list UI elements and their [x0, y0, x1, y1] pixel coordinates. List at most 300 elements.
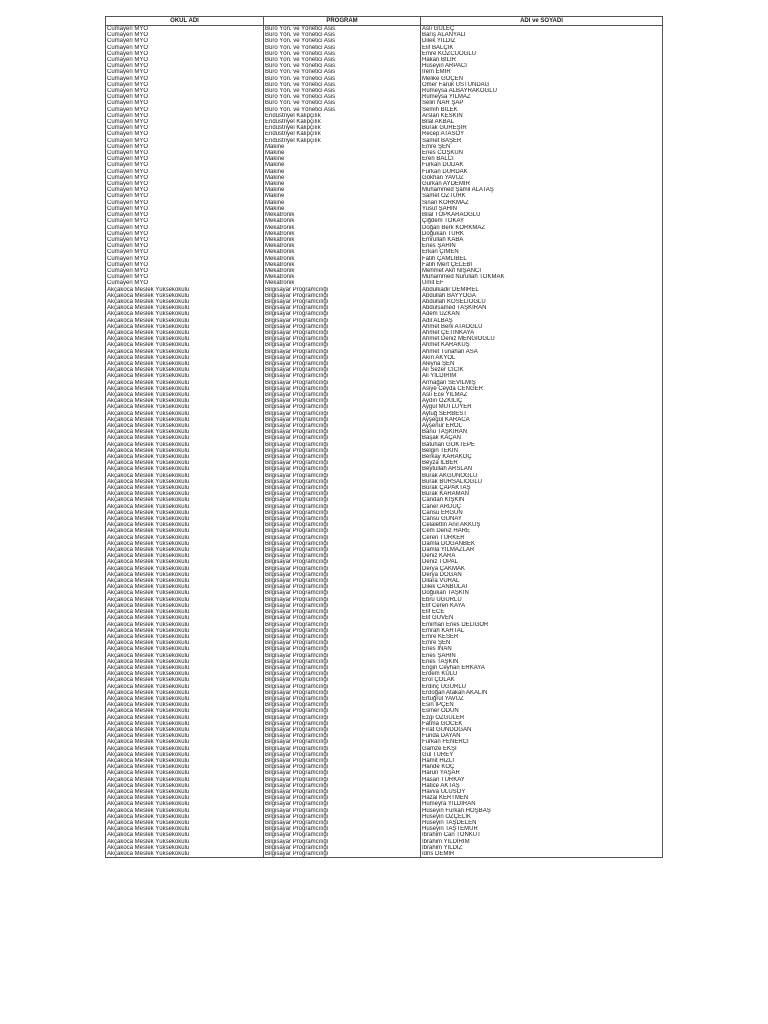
cell-program: Bilgisayar Programcılığı: [264, 845, 421, 851]
cell-school: Cumayeri MYO: [106, 144, 264, 150]
cell-program: Endüstriyel Kalıpçılık: [264, 125, 421, 131]
cell-school: Akçakoca Meslek Yüksekokulu: [106, 764, 264, 770]
cell-name: Ahmet Deniz MENGİOĞLU: [421, 336, 663, 342]
cell-name: Emre KOZCUOĞLU: [421, 51, 663, 57]
cell-school: Akçakoca Meslek Yüksekokulu: [106, 293, 264, 299]
cell-name: Erdinç UĞURLU: [421, 684, 663, 690]
cell-school: Akçakoca Meslek Yüksekokulu: [106, 342, 264, 348]
cell-school: Cumayeri MYO: [106, 57, 264, 63]
cell-program: Büro Yön. ve Yönetici Asis: [264, 45, 421, 51]
cell-program: Bilgisayar Programcılığı: [264, 442, 421, 448]
cell-name: Cem Deniz HARE: [421, 528, 663, 534]
cell-school: Akçakoca Meslek Yüksekokulu: [106, 572, 264, 578]
cell-program: Bilgisayar Programcılığı: [264, 516, 421, 522]
cell-school: Cumayeri MYO: [106, 69, 264, 75]
cell-program: Bilgisayar Programcılığı: [264, 342, 421, 348]
cell-school: Akçakoca Meslek Yüksekokulu: [106, 603, 264, 609]
cell-program: Bilgisayar Programcılığı: [264, 752, 421, 758]
cell-program: Bilgisayar Programcılığı: [264, 367, 421, 373]
cell-school: Akçakoca Meslek Yüksekokulu: [106, 479, 264, 485]
cell-name: Doğan Berk KORKMAZ: [421, 225, 663, 231]
cell-program: Makine: [264, 181, 421, 187]
cell-program: Mekatronik: [264, 249, 421, 255]
cell-program: Bilgisayar Programcılığı: [264, 634, 421, 640]
cell-name: Hümeyra YILDIRAN: [421, 801, 663, 807]
cell-name: Armağan SEVİLMİŞ: [421, 380, 663, 386]
cell-program: Bilgisayar Programcılığı: [264, 795, 421, 801]
cell-name: Aydın ÖZKILIÇ: [421, 398, 663, 404]
cell-program: Büro Yön. ve Yönetici Asis: [264, 82, 421, 88]
cell-program: Bilgisayar Programcılığı: [264, 801, 421, 807]
cell-program: Makine: [264, 200, 421, 206]
cell-program: Bilgisayar Programcılığı: [264, 597, 421, 603]
cell-program: Bilgisayar Programcılığı: [264, 628, 421, 634]
cell-program: Büro Yön. ve Yönetici Asis: [264, 26, 421, 33]
cell-school: Akçakoca Meslek Yüksekokulu: [106, 510, 264, 516]
cell-program: Mekatronik: [264, 231, 421, 237]
cell-program: Bilgisayar Programcılığı: [264, 770, 421, 776]
cell-name: Muhammed Şamil ALATAŞ: [421, 187, 663, 193]
cell-name: Burak GÜREŞİR: [421, 125, 663, 131]
cell-program: Bilgisayar Programcılığı: [264, 789, 421, 795]
cell-program: Bilgisayar Programcılığı: [264, 653, 421, 659]
cell-school: Cumayeri MYO: [106, 231, 264, 237]
cell-school: Akçakoca Meslek Yüksekokulu: [106, 355, 264, 361]
cell-name: Aygül MUTLUYER: [421, 404, 663, 410]
cell-name: Arslan KESKİN: [421, 113, 663, 119]
cell-name: Ahmet Berk ATAOĞLU: [421, 324, 663, 330]
cell-program: Bilgisayar Programcılığı: [264, 671, 421, 677]
cell-name: Ezgi ÖZGÜLER: [421, 715, 663, 721]
cell-program: Bilgisayar Programcılığı: [264, 826, 421, 832]
cell-program: Büro Yön. ve Yönetici Asis: [264, 63, 421, 69]
cell-school: Akçakoca Meslek Yüksekokulu: [106, 429, 264, 435]
cell-school: Akçakoca Meslek Yüksekokulu: [106, 715, 264, 721]
cell-program: Mekatronik: [264, 280, 421, 286]
cell-program: Makine: [264, 144, 421, 150]
cell-school: Akçakoca Meslek Yüksekokulu: [106, 646, 264, 652]
cell-school: Akçakoca Meslek Yüksekokulu: [106, 628, 264, 634]
cell-school: Akçakoca Meslek Yüksekokulu: [106, 367, 264, 373]
cell-school: Akçakoca Meslek Yüksekokulu: [106, 287, 264, 293]
cell-name: Damla YILMAZLAR: [421, 547, 663, 553]
cell-name: Ali Sezer CİCİK: [421, 367, 663, 373]
cell-program: Bilgisayar Programcılığı: [264, 535, 421, 541]
cell-school: Cumayeri MYO: [106, 88, 264, 94]
cell-name: Esmer ODUN: [421, 708, 663, 714]
cell-program: Bilgisayar Programcılığı: [264, 690, 421, 696]
cell-name: Hakan BİLİR: [421, 57, 663, 63]
cell-name: Barış ALANYALI: [421, 32, 663, 38]
cell-school: Akçakoca Meslek Yüksekokulu: [106, 733, 264, 739]
cell-school: Akçakoca Meslek Yüksekokulu: [106, 349, 264, 355]
cell-school: Cumayeri MYO: [106, 280, 264, 286]
cell-school: Akçakoca Meslek Yüksekokulu: [106, 411, 264, 417]
cell-program: Mekatronik: [264, 218, 421, 224]
cell-school: Akçakoca Meslek Yüksekokulu: [106, 473, 264, 479]
cell-name: Hüseyin ÖZÇELİK: [421, 814, 663, 820]
cell-school: Akçakoca Meslek Yüksekokulu: [106, 522, 264, 528]
cell-name: Erkan ÇİMEN: [421, 249, 663, 255]
cell-name: Akın AKYOL: [421, 355, 663, 361]
cell-school: Cumayeri MYO: [106, 256, 264, 262]
cell-school: Akçakoca Meslek Yüksekokulu: [106, 404, 264, 410]
cell-school: Akçakoca Meslek Yüksekokulu: [106, 770, 264, 776]
cell-program: Bilgisayar Programcılığı: [264, 386, 421, 392]
cell-school: Akçakoca Meslek Yüksekokulu: [106, 578, 264, 584]
cell-school: Cumayeri MYO: [106, 125, 264, 131]
cell-name: Hazal KERTMEN: [421, 795, 663, 801]
cell-program: Bilgisayar Programcılığı: [264, 820, 421, 826]
cell-program: Mekatronik: [264, 274, 421, 280]
cell-name: Emrullah KABA: [421, 237, 663, 243]
cell-school: Cumayeri MYO: [106, 138, 264, 144]
cell-program: Endüstriyel Kalıpçılık: [264, 138, 421, 144]
cell-name: Havva ULUSOY: [421, 789, 663, 795]
cell-school: Cumayeri MYO: [106, 107, 264, 113]
cell-program: Bilgisayar Programcılığı: [264, 435, 421, 441]
cell-school: Akçakoca Meslek Yüksekokulu: [106, 739, 264, 745]
cell-school: Cumayeri MYO: [106, 150, 264, 156]
cell-school: Cumayeri MYO: [106, 32, 264, 38]
cell-school: Cumayeri MYO: [106, 82, 264, 88]
cell-name: Samet BAŞER: [421, 138, 663, 144]
cell-program: Bilgisayar Programcılığı: [264, 361, 421, 367]
cell-program: Bilgisayar Programcılığı: [264, 603, 421, 609]
cell-program: Bilgisayar Programcılığı: [264, 708, 421, 714]
cell-name: Bilal TOPKARAOĞLU: [421, 212, 663, 218]
cell-name: Doğukan TÜRK: [421, 231, 663, 237]
cell-name: Hasan TÜRKAY: [421, 777, 663, 783]
cell-name: Erdoğan Atakan AKALIN: [421, 690, 663, 696]
cell-program: Bilgisayar Programcılığı: [264, 398, 421, 404]
cell-program: Bilgisayar Programcılığı: [264, 665, 421, 671]
cell-name: Enes ŞAHİN: [421, 653, 663, 659]
cell-school: Akçakoca Meslek Yüksekokulu: [106, 845, 264, 851]
cell-school: Akçakoca Meslek Yüksekokulu: [106, 466, 264, 472]
cell-name: Abdulsamed TAŞKIRAN: [421, 305, 663, 311]
cell-school: Akçakoca Meslek Yüksekokulu: [106, 721, 264, 727]
cell-program: Bilgisayar Programcılığı: [264, 659, 421, 665]
cell-program: Bilgisayar Programcılığı: [264, 349, 421, 355]
cell-name: Adil ALBAŞ: [421, 318, 663, 324]
cell-program: Mekatronik: [264, 256, 421, 262]
cell-name: Beytullah ARSLAN: [421, 466, 663, 472]
cell-school: Cumayeri MYO: [106, 100, 264, 106]
cell-school: Akçakoca Meslek Yüksekokulu: [106, 553, 264, 559]
cell-name: Gül TÜREY: [421, 752, 663, 758]
cell-name: İbrahim YILDIRIM: [421, 839, 663, 845]
cell-name: Mehmet Akif NİŞANCI: [421, 268, 663, 274]
cell-name: Aslı GÜLEÇ: [421, 26, 663, 33]
cell-name: Banu TAŞKIRAN: [421, 429, 663, 435]
cell-name: Deniz KARA: [421, 553, 663, 559]
cell-name: Celalettin Anıl AKKUŞ: [421, 522, 663, 528]
cell-program: Bilgisayar Programcılığı: [264, 541, 421, 547]
cell-school: Akçakoca Meslek Yüksekokulu: [106, 653, 264, 659]
cell-name: Rümeysa YILMAZ: [421, 94, 663, 100]
cell-program: Bilgisayar Programcılığı: [264, 578, 421, 584]
cell-program: Büro Yön. ve Yönetici Asis: [264, 38, 421, 44]
cell-program: Bilgisayar Programcılığı: [264, 479, 421, 485]
cell-name: Ertuğrul YAVUZ: [421, 696, 663, 702]
cell-name: Burak ÇAPAKTAŞ: [421, 485, 663, 491]
cell-program: Bilgisayar Programcılığı: [264, 305, 421, 311]
cell-name: Ahmet ÇETİNKAYA: [421, 330, 663, 336]
cell-program: Büro Yön. ve Yönetici Asis: [264, 100, 421, 106]
header-program: PROGRAM: [264, 17, 421, 26]
cell-school: Akçakoca Meslek Yüksekokulu: [106, 665, 264, 671]
cell-school: Cumayeri MYO: [106, 193, 264, 199]
cell-name: Abdullah BAYYOĞA: [421, 293, 663, 299]
cell-name: Fırat GÜNDOĞAN: [421, 727, 663, 733]
cell-name: Derya ÇAKMAK: [421, 566, 663, 572]
cell-school: Akçakoca Meslek Yüksekokulu: [106, 814, 264, 820]
cell-name: Fatih ÇAMLIBEL: [421, 256, 663, 262]
cell-school: Akçakoca Meslek Yüksekokulu: [106, 392, 264, 398]
cell-school: Akçakoca Meslek Yüksekokulu: [106, 826, 264, 832]
cell-name: Eren BALCI: [421, 156, 663, 162]
cell-name: Batuhan GÖKTEPE: [421, 442, 663, 448]
cell-program: Bilgisayar Programcılığı: [264, 355, 421, 361]
cell-school: Cumayeri MYO: [106, 206, 264, 212]
cell-school: Cumayeri MYO: [106, 218, 264, 224]
cell-name: Ömer Faruk ÜSTÜNDAĞ: [421, 82, 663, 88]
cell-name: Furkan FENERCİ: [421, 739, 663, 745]
cell-program: Bilgisayar Programcılığı: [264, 832, 421, 838]
cell-program: Bilgisayar Programcılığı: [264, 764, 421, 770]
cell-program: Bilgisayar Programcılığı: [264, 783, 421, 789]
cell-name: Furkan DUDAK: [421, 162, 663, 168]
cell-school: Akçakoca Meslek Yüksekokulu: [106, 702, 264, 708]
table-row: [106, 26, 663, 33]
cell-program: Endüstriyel Kalıpçılık: [264, 131, 421, 137]
cell-school: Akçakoca Meslek Yüksekokulu: [106, 504, 264, 510]
cell-school: Akçakoca Meslek Yüksekokulu: [106, 597, 264, 603]
cell-program: Makine: [264, 169, 421, 175]
cell-program: Bilgisayar Programcılığı: [264, 758, 421, 764]
cell-name: Dilek YILDIZ: [421, 38, 663, 44]
cell-name: Enes COŞKUN: [421, 150, 663, 156]
cell-program: Bilgisayar Programcılığı: [264, 336, 421, 342]
cell-program: Bilgisayar Programcılığı: [264, 423, 421, 429]
cell-name: Recep ATASOY: [421, 131, 663, 137]
cell-school: Akçakoca Meslek Yüksekokulu: [106, 789, 264, 795]
cell-school: Akçakoca Meslek Yüksekokulu: [106, 795, 264, 801]
cell-program: Endüstriyel Kalıpçılık: [264, 119, 421, 125]
cell-school: Akçakoca Meslek Yüksekokulu: [106, 541, 264, 547]
cell-school: Akçakoca Meslek Yüksekokulu: [106, 727, 264, 733]
cell-name: Dilek CANBULAT: [421, 584, 663, 590]
cell-name: Aytuğ SERBEST: [421, 411, 663, 417]
cell-school: Cumayeri MYO: [106, 175, 264, 181]
cell-program: Bilgisayar Programcılığı: [264, 429, 421, 435]
cell-name: Fatih Mert ÇELEBİ: [421, 262, 663, 268]
cell-school: Akçakoca Meslek Yüksekokulu: [106, 547, 264, 553]
cell-name: Hamit HIZLI: [421, 758, 663, 764]
cell-school: Akçakoca Meslek Yüksekokulu: [106, 423, 264, 429]
cell-school: Cumayeri MYO: [106, 268, 264, 274]
cell-name: Gökhan YAVUZ: [421, 175, 663, 181]
cell-program: Bilgisayar Programcılığı: [264, 640, 421, 646]
cell-school: Cumayeri MYO: [106, 38, 264, 44]
cell-name: Enes İNAN: [421, 646, 663, 652]
cell-program: Bilgisayar Programcılığı: [264, 615, 421, 621]
cell-school: Cumayeri MYO: [106, 274, 264, 280]
cell-school: Akçakoca Meslek Yüksekokulu: [106, 299, 264, 305]
cell-program: Bilgisayar Programcılığı: [264, 609, 421, 615]
cell-name: Cansu ERGÜN: [421, 510, 663, 516]
cell-name: Belgin TEKİN: [421, 448, 663, 454]
cell-program: Büro Yön. ve Yönetici Asis: [264, 76, 421, 82]
cell-program: Büro Yön. ve Yönetici Asis: [264, 94, 421, 100]
cell-school: Cumayeri MYO: [106, 212, 264, 218]
cell-school: Akçakoca Meslek Yüksekokulu: [106, 820, 264, 826]
cell-school: Cumayeri MYO: [106, 131, 264, 137]
cell-school: Akçakoca Meslek Yüksekokulu: [106, 851, 264, 858]
cell-program: Büro Yön. ve Yönetici Asis: [264, 88, 421, 94]
cell-program: Bilgisayar Programcılığı: [264, 318, 421, 324]
cell-program: Bilgisayar Programcılığı: [264, 373, 421, 379]
cell-name: Fatma GÖCEK: [421, 721, 663, 727]
cell-program: Bilgisayar Programcılığı: [264, 485, 421, 491]
table-header: [106, 17, 663, 26]
cell-name: Abdulkadir DEMİREL: [421, 287, 663, 293]
cell-name: Hüseyin ARPACI: [421, 63, 663, 69]
cell-program: Bilgisayar Programcılığı: [264, 559, 421, 565]
cell-program: Bilgisayar Programcılığı: [264, 566, 421, 572]
cell-name: Sinan KORKMAZ: [421, 200, 663, 206]
cell-program: Büro Yön. ve Yönetici Asis: [264, 32, 421, 38]
student-list-sheet: [105, 16, 662, 858]
cell-school: Cumayeri MYO: [106, 181, 264, 187]
cell-program: Bilgisayar Programcılığı: [264, 684, 421, 690]
cell-program: Makine: [264, 150, 421, 156]
cell-program: Mekatronik: [264, 225, 421, 231]
cell-name: İbrahim Can TONKUT: [421, 832, 663, 838]
cell-name: Rümeysa ALBAYRAKOĞLU: [421, 88, 663, 94]
cell-program: Bilgisayar Programcılığı: [264, 417, 421, 423]
cell-school: Cumayeri MYO: [106, 119, 264, 125]
cell-school: Akçakoca Meslek Yüksekokulu: [106, 528, 264, 534]
cell-school: Akçakoca Meslek Yüksekokulu: [106, 373, 264, 379]
cell-school: Cumayeri MYO: [106, 162, 264, 168]
cell-school: Akçakoca Meslek Yüksekokulu: [106, 752, 264, 758]
cell-program: Bilgisayar Programcılığı: [264, 454, 421, 460]
cell-name: Samet ÖZTÜRK: [421, 193, 663, 199]
cell-school: Akçakoca Meslek Yüksekokulu: [106, 777, 264, 783]
cell-school: Akçakoca Meslek Yüksekokulu: [106, 448, 264, 454]
cell-school: Akçakoca Meslek Yüksekokulu: [106, 497, 264, 503]
cell-school: Cumayeri MYO: [106, 187, 264, 193]
cell-school: Akçakoca Meslek Yüksekokulu: [106, 609, 264, 615]
cell-school: Akçakoca Meslek Yüksekokulu: [106, 808, 264, 814]
cell-program: Bilgisayar Programcılığı: [264, 497, 421, 503]
cell-program: Bilgisayar Programcılığı: [264, 473, 421, 479]
cell-name: Ahmet Tunahan ASA: [421, 349, 663, 355]
cell-school: Cumayeri MYO: [106, 262, 264, 268]
cell-school: Akçakoca Meslek Yüksekokulu: [106, 330, 264, 336]
cell-name: Ayşenur EROL: [421, 423, 663, 429]
cell-name: Erol ÇOLAK: [421, 677, 663, 683]
cell-name: İdris DEMİR: [421, 851, 663, 858]
cell-name: Harun YAŞAR: [421, 770, 663, 776]
cell-school: Akçakoca Meslek Yüksekokulu: [106, 677, 264, 683]
cell-name: İbrahim YILDIZ: [421, 845, 663, 851]
cell-name: Burak AKGÜNOĞLU: [421, 473, 663, 479]
cell-school: Akçakoca Meslek Yüksekokulu: [106, 839, 264, 845]
cell-program: Büro Yön. ve Yönetici Asis: [264, 107, 421, 113]
cell-name: Berkay KARAKOÇ: [421, 454, 663, 460]
cell-program: Mekatronik: [264, 212, 421, 218]
cell-program: Makine: [264, 156, 421, 162]
cell-program: Bilgisayar Programcılığı: [264, 491, 421, 497]
cell-program: Makine: [264, 193, 421, 199]
cell-name: Dilara VURAL: [421, 578, 663, 584]
cell-school: Akçakoca Meslek Yüksekokulu: [106, 305, 264, 311]
cell-name: Esin İPÇEN: [421, 702, 663, 708]
cell-name: Muhammed Nurullah TOKMAK: [421, 274, 663, 280]
cell-school: Cumayeri MYO: [106, 169, 264, 175]
cell-school: Akçakoca Meslek Yüksekokulu: [106, 386, 264, 392]
cell-school: Akçakoca Meslek Yüksekokulu: [106, 696, 264, 702]
cell-school: Cumayeri MYO: [106, 76, 264, 82]
cell-name: Elif Ceren KAYA: [421, 603, 663, 609]
cell-school: Akçakoca Meslek Yüksekokulu: [106, 336, 264, 342]
cell-name: Enes ŞAHİN: [421, 243, 663, 249]
cell-program: Bilgisayar Programcılığı: [264, 528, 421, 534]
cell-name: Elif ECE: [421, 609, 663, 615]
cell-school: Akçakoca Meslek Yüksekokulu: [106, 435, 264, 441]
cell-name: Enes TAŞKIN: [421, 659, 663, 665]
cell-school: Cumayeri MYO: [106, 63, 264, 69]
cell-school: Akçakoca Meslek Yüksekokulu: [106, 634, 264, 640]
cell-name: Derya DOĞAN: [421, 572, 663, 578]
cell-name: Adem UZKAN: [421, 311, 663, 317]
cell-program: Mekatronik: [264, 243, 421, 249]
cell-name: Funda DAYAN: [421, 733, 663, 739]
cell-name: Ali YILDIRIM: [421, 373, 663, 379]
cell-program: Bilgisayar Programcılığı: [264, 590, 421, 596]
header-school: OKUL ADI: [106, 17, 264, 26]
header-row: [106, 17, 663, 26]
cell-name: Candan KIŞKIN: [421, 497, 663, 503]
cell-name: Engin Ceyhan ERKAYA: [421, 665, 663, 671]
cell-program: Bilgisayar Programcılığı: [264, 380, 421, 386]
cell-program: Bilgisayar Programcılığı: [264, 851, 421, 858]
cell-name: Gürkan AYDEMİR: [421, 181, 663, 187]
cell-school: Akçakoca Meslek Yüksekokulu: [106, 442, 264, 448]
cell-program: Bilgisayar Programcılığı: [264, 522, 421, 528]
cell-school: Akçakoca Meslek Yüksekokulu: [106, 584, 264, 590]
cell-school: Akçakoca Meslek Yüksekokulu: [106, 454, 264, 460]
cell-name: Çiğdem TOKAY: [421, 218, 663, 224]
cell-program: Mekatronik: [264, 262, 421, 268]
cell-program: Büro Yön. ve Yönetici Asis: [264, 51, 421, 57]
cell-program: Bilgisayar Programcılığı: [264, 696, 421, 702]
cell-school: Akçakoca Meslek Yüksekokulu: [106, 516, 264, 522]
cell-program: Bilgisayar Programcılığı: [264, 746, 421, 752]
cell-name: Başak KAÇAN: [421, 435, 663, 441]
cell-school: Akçakoca Meslek Yüksekokulu: [106, 318, 264, 324]
cell-program: Bilgisayar Programcılığı: [264, 739, 421, 745]
cell-school: Akçakoca Meslek Yüksekokulu: [106, 311, 264, 317]
cell-program: Bilgisayar Programcılığı: [264, 553, 421, 559]
cell-program: Bilgisayar Programcılığı: [264, 287, 421, 293]
cell-program: Bilgisayar Programcılığı: [264, 839, 421, 845]
student-table: [105, 16, 663, 858]
cell-name: Ahmet KARAKUŞ: [421, 342, 663, 348]
